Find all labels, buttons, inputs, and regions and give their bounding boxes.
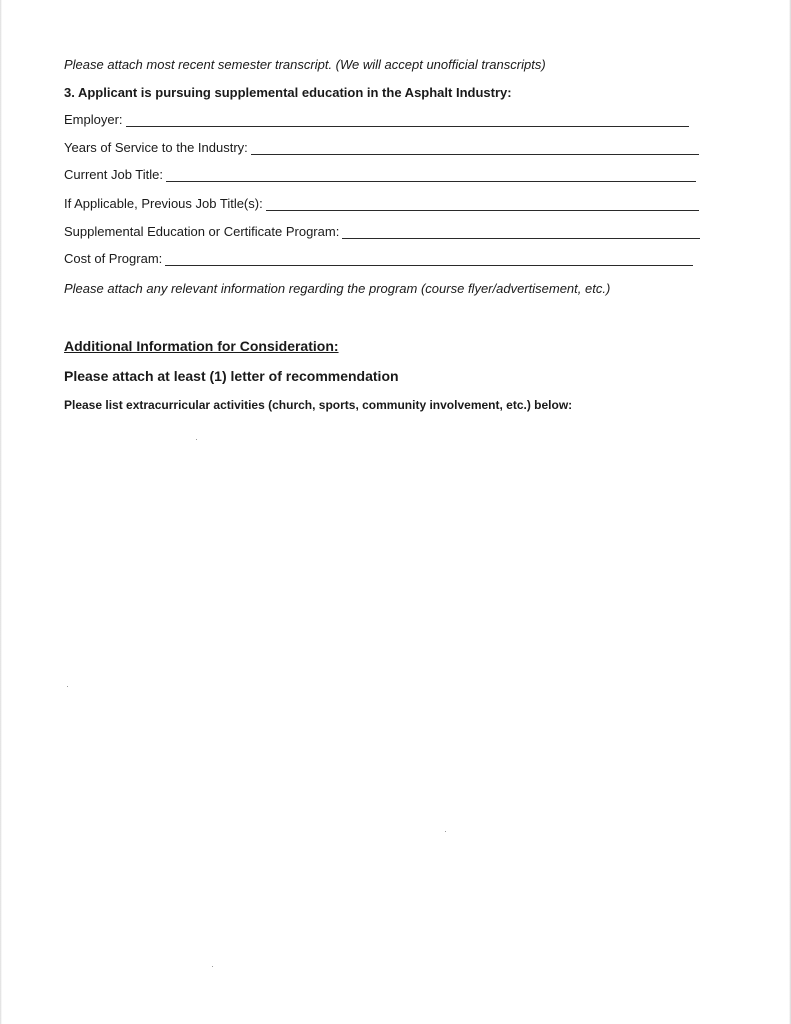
supplemental-education-input[interactable] [342, 225, 700, 239]
additional-information-heading: Additional Information for Consideration: [64, 338, 339, 354]
extracurricular-prompt: Please list extracurricular activities (church, sports, community involvement, etc.) below: [64, 398, 573, 412]
previous-job-title-input[interactable] [266, 197, 699, 211]
scan-speck [67, 686, 68, 687]
supplemental-education-field-row [64, 224, 700, 240]
program-note: Please attach any relevant information regarding the program (course flyer/advertisement, etc.) [64, 281, 611, 296]
cost-of-program-field-row [64, 251, 693, 267]
years-of-service-input[interactable] [251, 141, 699, 155]
employer-input[interactable] [126, 113, 689, 127]
scan-speck [196, 439, 197, 440]
employer-field-row [64, 112, 689, 128]
previous-job-title-label: If Applicable, Previous Job Title(s): [64, 196, 263, 211]
transcript-note: Please attach most recent semester transcript. (We will accept unofficial transcripts) [64, 57, 546, 72]
cost-of-program-input[interactable] [165, 252, 693, 266]
years-of-service-field-row [64, 140, 699, 156]
current-job-title-input[interactable] [166, 168, 696, 182]
scan-speck [445, 831, 446, 832]
recommendation-note: Please attach at least (1) letter of recommendation [64, 368, 399, 384]
previous-job-title-field-row [64, 196, 699, 212]
scan-speck [212, 966, 213, 967]
supplemental-education-label: Supplemental Education or Certificate Program: [64, 224, 340, 239]
years-of-service-label: Years of Service to the Industry: [64, 140, 248, 155]
employer-label: Employer: [64, 112, 123, 127]
extracurricular-answer-area[interactable] [64, 420, 704, 1000]
current-job-title-field-row [64, 167, 696, 183]
section-3-title: 3. Applicant is pursuing supplemental education in the Asphalt Industry: [64, 85, 512, 100]
current-job-title-label: Current Job Title: [64, 167, 163, 182]
scan-edge-left [0, 0, 2, 1024]
cost-of-program-label: Cost of Program: [64, 251, 163, 266]
